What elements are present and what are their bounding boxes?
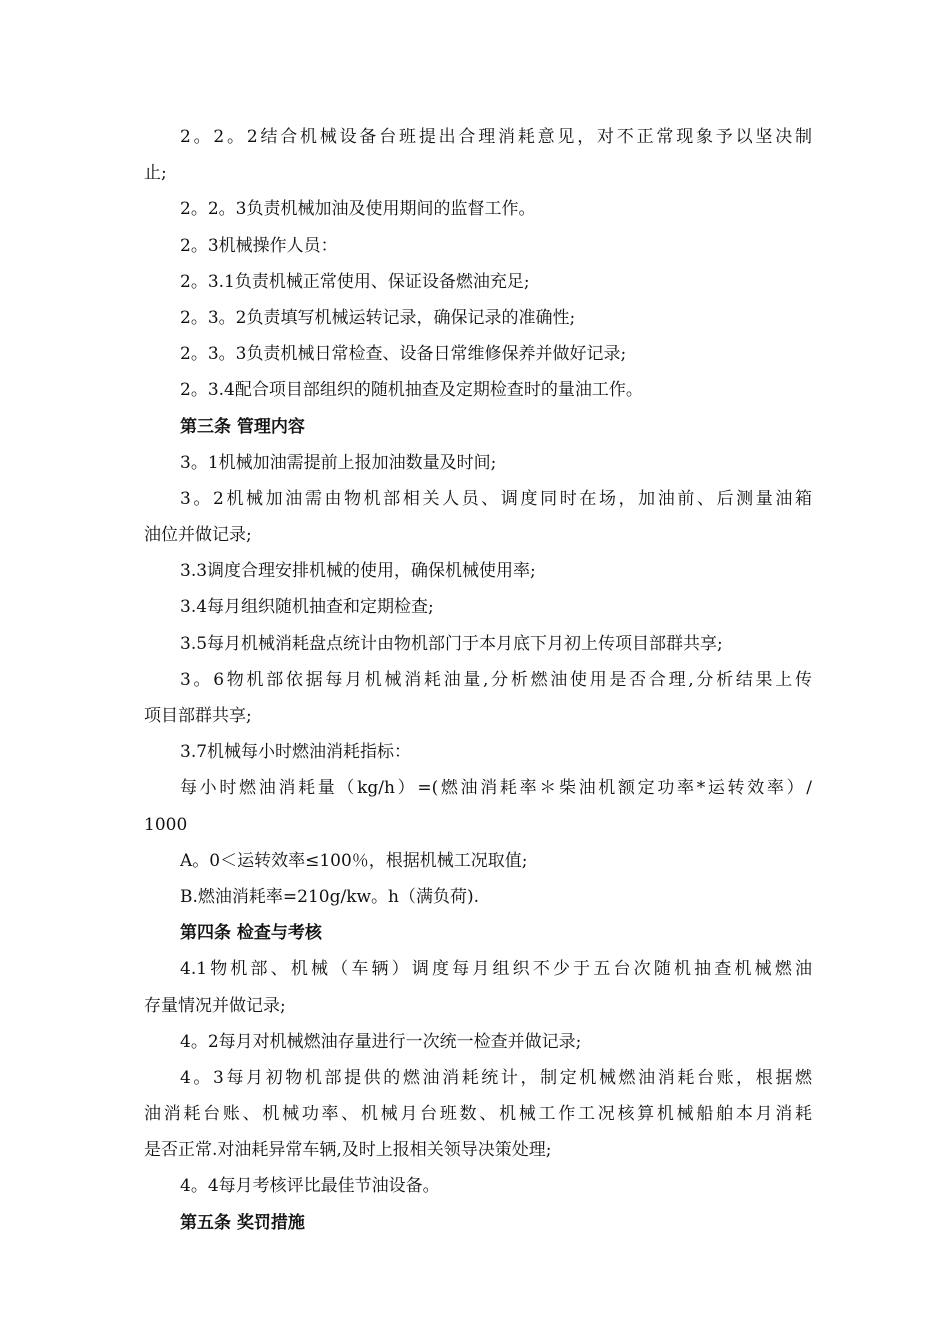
paragraph-line: 油位并做记录; [144, 525, 252, 546]
paragraph-line: 3.4每月组织随机抽查和定期检查; [180, 597, 434, 618]
paragraph-line: 是否正常.对油耗异常车辆,及时上报相关领导决策处理; [144, 1140, 552, 1161]
paragraph-line: 2。3机械操作人员： [180, 235, 338, 256]
paragraph-line: 2。3.1负责机械正常使用、保证设备燃油充足; [180, 271, 530, 292]
paragraph-line: 2。2。2结合机械设备台班提出合理消耗意见，对不正常现象予以坚决制 [180, 127, 812, 147]
paragraph-line: 1000 [144, 814, 188, 835]
paragraph-line: 3.7机械每小时燃油消耗指标： [180, 742, 412, 763]
paragraph-line: 3。2机械加油需由物机部相关人员、调度同时在场，加油前、后测量油箱 [180, 488, 812, 509]
paragraph-line: 4。2每月对机械燃油存量进行一次统一检查并做记录; [180, 1031, 582, 1052]
paragraph-line: 4。4每月考核评比最佳节油设备。 [180, 1176, 440, 1197]
section-heading: 第三条 管理内容 [180, 416, 305, 437]
paragraph-line: 3.5每月机械消耗盘点统计由物机部门于本月底下月初上传项目部群共享; [180, 633, 723, 654]
paragraph-line: 2。3。2负责填写机械运转记录，确保记录的准确性; [180, 307, 576, 328]
paragraph-line: 存量情况并做记录; [144, 995, 286, 1016]
paragraph-line: 3。6物机部依据每月机械消耗油量,分析燃油使用是否合理,分析结果上传 [180, 669, 812, 690]
paragraph-line: 2。3.4配合项目部组织的随机抽查及定期检查时的量油工作。 [180, 380, 643, 401]
section-heading: 第四条 检查与考核 [180, 923, 322, 944]
paragraph-line: 油消耗台账、机械功率、机械月台班数、机械工作工况核算机械船舶本月消耗 [144, 1104, 812, 1125]
paragraph-line: A。0＜运转效率≤100％，根据机械工况取值; [180, 850, 528, 871]
section-heading: 第五条 奖罚措施 [180, 1212, 305, 1233]
paragraph-line: B.燃油消耗率=210g/kw。h（满负荷). [180, 886, 480, 907]
paragraph-line: 止; [144, 163, 167, 184]
paragraph-line: 2。2。3负责机械加油及使用期间的监督工作。 [180, 199, 536, 220]
paragraph-line: 2。3。3负责机械日常检查、设备日常维修保养并做好记录; [180, 344, 627, 365]
paragraph-line: 每小时燃油消耗量（kg/h）=(燃油消耗率＊柴油机额定功率*运转效率）/ [180, 778, 812, 799]
paragraph-line: 项目部群共享; [144, 706, 252, 726]
paragraph-line: 4。3每月初物机部提供的燃油消耗统计，制定机械燃油消耗台账，根据燃 [180, 1067, 812, 1088]
document-body [144, 119, 812, 1241]
paragraph-line: 3.3调度合理安排机械的使用，确保机械使用率; [180, 561, 536, 582]
paragraph-line: 4.1物机部、机械（车辆）调度每月组织不少于五台次随机抽查机械燃油 [180, 959, 812, 980]
paragraph-line: 3。1机械加油需提前上报加油数量及时间; [180, 452, 497, 473]
